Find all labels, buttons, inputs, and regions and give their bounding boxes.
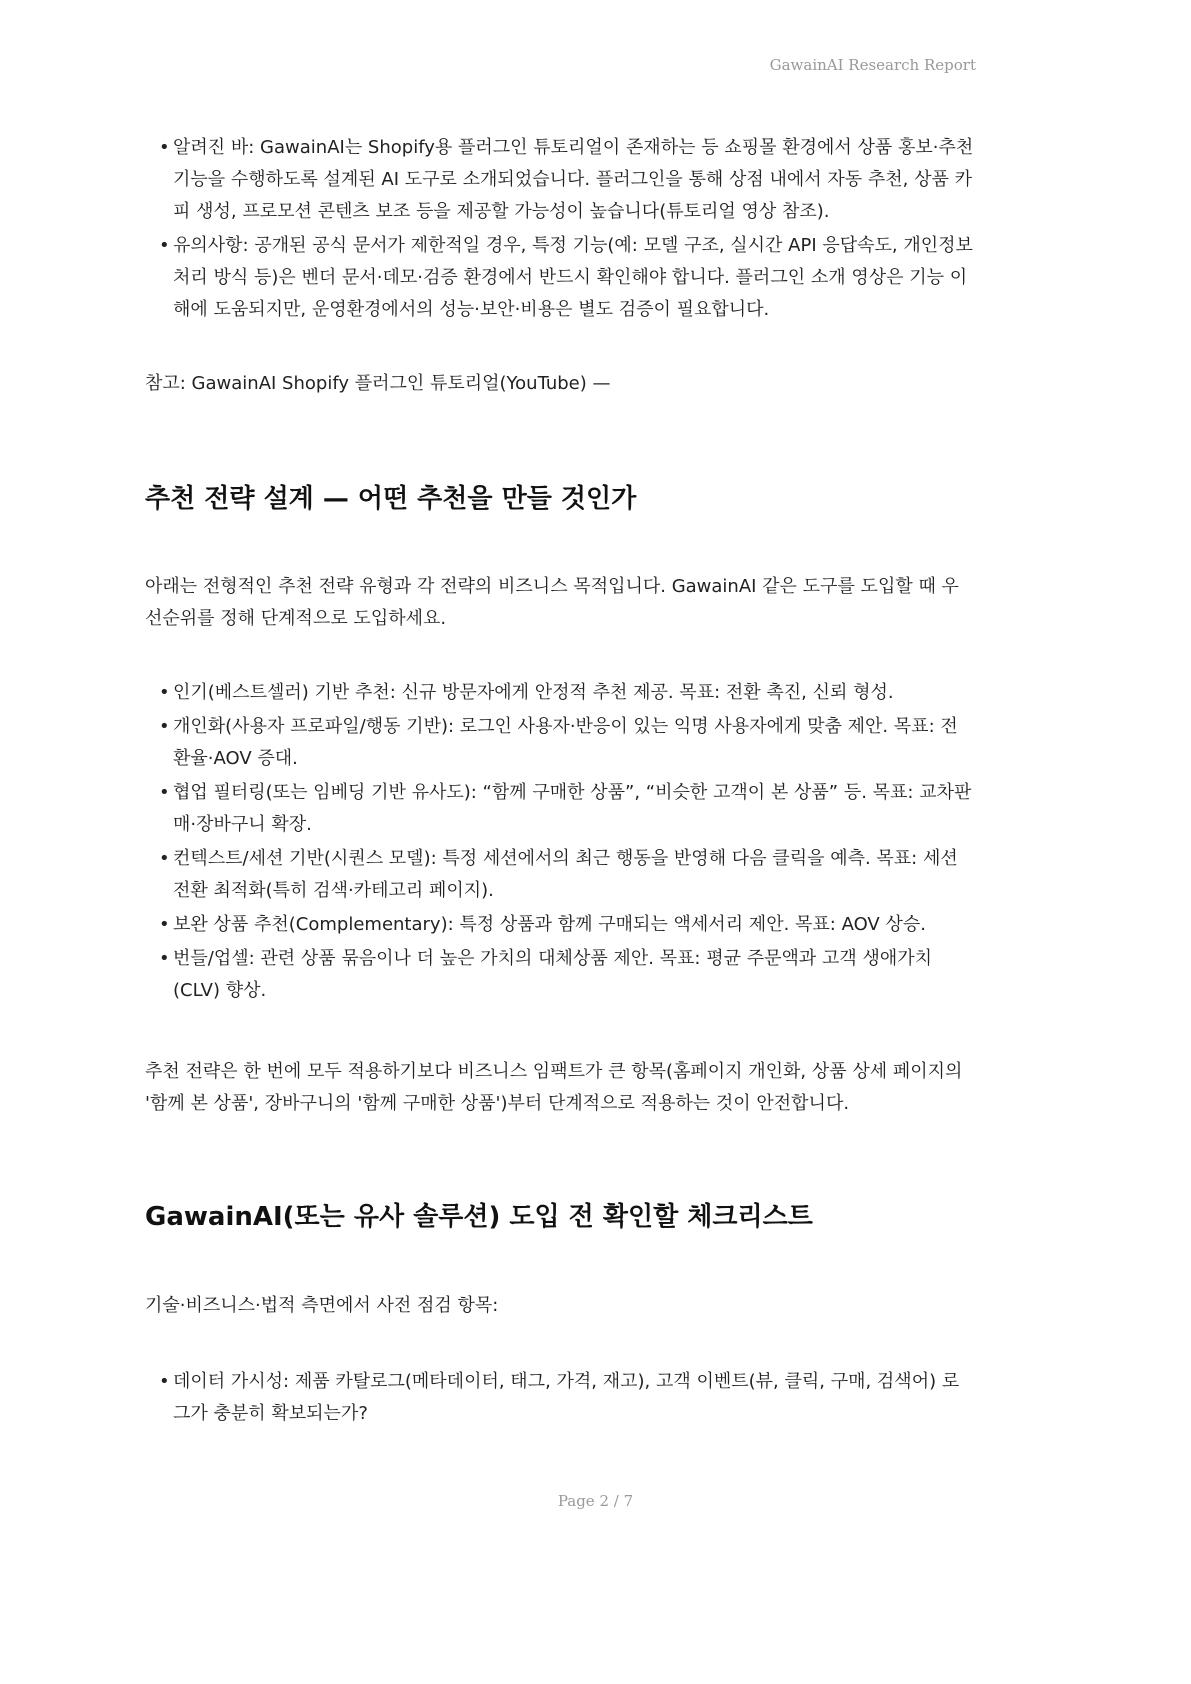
list-item: • 개인화(사용자 프로파일/행동 기반): 로그인 사용자·반응이 있는 익명 사용자에게 맞춤 제안. 목표: 전환율·AOV 증대. [145,711,975,775]
section-heading: 추천 전략 설계 — 어떤 추천을 만들 것인가 [145,484,637,514]
list-item: • 유의사항: 공개된 공식 문서가 제한적일 경우, 특정 기능(예: 모델 구조, 실시간 API 응답속도, 개인정보 처리 방식 등)은 벤더 문서·데모·검증 환경에서 반드시 확인해야 합니다. 플러그인 소개 영상은 기능 이해에 도움되지만, 운영환경에서의 성능·보안·비용은 별도 검증이 필요합니다. [145,230,975,326]
strategy-bullet-list [145,677,975,1009]
section-heading: GawainAI(또는 유사 솔루션) 도입 전 확인할 체크리스트 [145,1202,813,1232]
intro-bullet-list [145,132,975,328]
list-item: • 데이터 가시성: 제품 카탈로그(메타데이터, 태그, 가격, 재고), 고객 이벤트(뷰, 클릭, 구매, 검색어) 로그가 충분히 확보되는가? [145,1366,975,1430]
list-item: • 알려진 바: GawainAI는 Shopify용 플러그인 튜토리얼이 존재하는 등 쇼핑몰 환경에서 상품 홍보·추천 기능을 수행하도록 설계된 AI 도구로 소개되었습니다. 플러그인을 통해 상점 내에서 자동 추천, 상품 카피 생성, 프로모션 콘텐츠 보조 등을 제공할 가능성이 높습니다(튜토리얼 영상 참조). [145,132,975,228]
checklist-bullet-list [145,1366,975,1432]
paragraph: 아래는 전형적인 추천 전략 유형과 각 전략의 비즈니스 목적입니다. GawainAI 같은 도구를 도입할 때 우선순위를 정해 단계적으로 도입하세요. [145,576,959,629]
list-item: • 인기(베스트셀러) 기반 추천: 신규 방문자에게 안정적 추천 제공. 목표: 전환 촉진, 신뢰 형성. [145,677,975,709]
running-header: GawainAI Research Report [769,56,976,74]
paragraph: 추천 전략은 한 번에 모두 적용하기보다 비즈니스 임팩트가 큰 항목(홈페이지 개인화, 상품 상세 페이지의 '함께 본 상품', 장바구니의 '함께 구매한 상품')부터 단계적으로 적용하는 것이 안전합니다. [145,1061,963,1114]
list-item: • 번들/업셀: 관련 상품 묶음이나 더 높은 가치의 대체상품 제안. 목표: 평균 주문액과 고객 생애가치(CLV) 향상. [145,943,975,1007]
list-item: • 협업 필터링(또는 임베딩 기반 유사도): “함께 구매한 상품”, “비슷한 고객이 본 상품” 등. 목표: 교차판매·장바구니 확장. [145,777,975,841]
list-item: • 보완 상품 추천(Complementary): 특정 상품과 함께 구매되는 액세서리 제안. 목표: AOV 상승. [145,909,975,941]
page-number: Page 2 / 7 [557,1492,634,1510]
list-item: • 컨텍스트/세션 기반(시퀀스 모델): 특정 세션에서의 최근 행동을 반영해 다음 클릭을 예측. 목표: 세션 전환 최적화(특히 검색·카테고리 페이지). [145,843,975,907]
paragraph: 기술·비즈니스·법적 측면에서 사전 점검 항목: [145,1295,499,1316]
reference-text: 참고: GawainAI Shopify 플러그인 튜토리얼(YouTube) — [145,373,611,394]
